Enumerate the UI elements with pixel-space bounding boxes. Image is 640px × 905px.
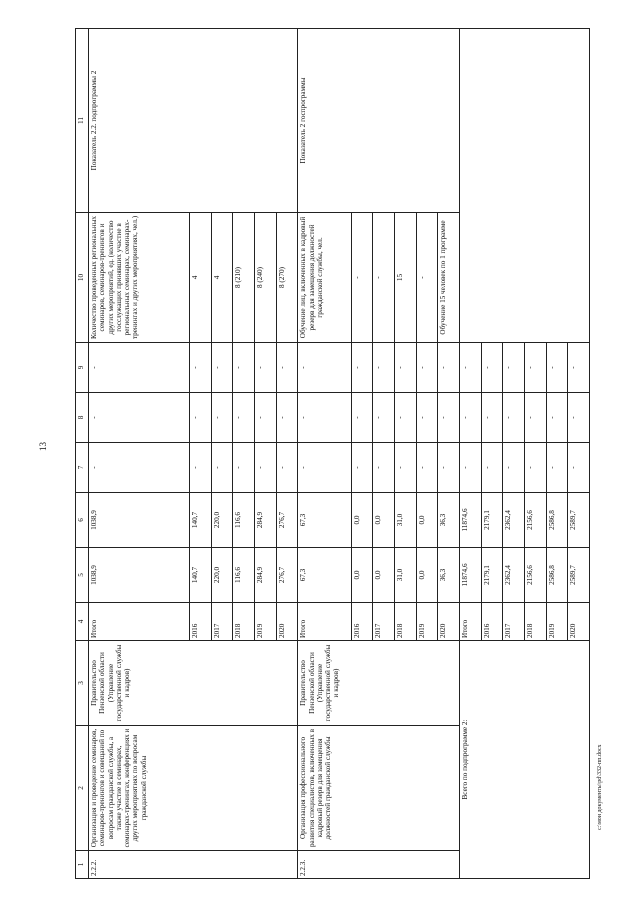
cell-value: 0,0: [416, 493, 438, 548]
year-cell: 2016: [190, 603, 212, 641]
cell-value: -: [481, 443, 503, 493]
cell-value: -: [568, 343, 590, 393]
cell-value: -: [395, 343, 417, 393]
cell-value: 31,0: [395, 548, 417, 603]
cell-value: 140,7: [190, 493, 212, 548]
cell-value: -: [89, 343, 190, 393]
cell-value: -: [89, 393, 190, 443]
footer-file-path: c:\мои документы\pd\332-пп.docx: [597, 744, 603, 830]
cell-value: 0,0: [351, 548, 373, 603]
column-number: 3: [76, 641, 89, 726]
page-number: 13: [38, 442, 48, 451]
indicator-value: -: [373, 213, 395, 343]
cell-value: 2362,4: [503, 548, 525, 603]
cell-value: -: [89, 443, 190, 493]
cell-value: 276,7: [276, 493, 298, 548]
cell-value: 220,0: [211, 493, 233, 548]
year-cell: 2018: [524, 603, 546, 641]
cell-value: 220,0: [211, 548, 233, 603]
table-row: [459, 29, 481, 879]
column-number: 2: [76, 726, 89, 851]
column-number: 1: [76, 851, 89, 879]
column-number: 11: [76, 29, 89, 213]
year-cell: 2017: [503, 603, 525, 641]
cell-value: -: [233, 443, 255, 493]
year-cell: 2019: [416, 603, 438, 641]
column-number: 5: [76, 548, 89, 603]
table-row: [298, 29, 351, 879]
cell-value: -: [568, 393, 590, 443]
cell-value: -: [503, 343, 525, 393]
indicator-value: 4: [190, 213, 212, 343]
cell-value: 2179,1: [481, 548, 503, 603]
cell-value: 2362,4: [503, 493, 525, 548]
cell-value: 2589,7: [568, 548, 590, 603]
cell-value: -: [351, 343, 373, 393]
target-indicator: Показатель 2.2. подпрограммы 2: [89, 29, 298, 213]
cell-value: 11874,6: [459, 493, 481, 548]
cell-value: -: [298, 343, 351, 393]
cell-value: -: [298, 443, 351, 493]
cell-value: 2179,1: [481, 493, 503, 548]
activity-name: Организация профессионального развития специалистов, включенных в кадровый резерв для замещения должностей гражданской службы: [298, 726, 460, 851]
cell-value: -: [276, 343, 298, 393]
cell-value: -: [351, 393, 373, 443]
cell-value: 2586,8: [546, 548, 568, 603]
cell-value: -: [459, 443, 481, 493]
column-number: 4: [76, 603, 89, 641]
cell-value: 0,0: [416, 548, 438, 603]
column-number: 7: [76, 443, 89, 493]
row-number: 2.2.2.: [89, 851, 298, 879]
cell-value: -: [395, 443, 417, 493]
indicator-value: Обучение 15 человек по 1 программе: [438, 213, 460, 343]
cell-value: -: [546, 393, 568, 443]
cell-value: -: [373, 393, 395, 443]
cell-value: -: [481, 343, 503, 393]
total-label: Итого: [89, 603, 190, 641]
cell-value: -: [373, 343, 395, 393]
cell-value: -: [255, 443, 277, 493]
year-cell: 2020: [438, 603, 460, 641]
executor: Правительство Пензенской области (Управление государственной службы и кадров): [298, 641, 460, 726]
cell-value: -: [438, 393, 460, 443]
cell-value: -: [524, 443, 546, 493]
total-label: Итого: [298, 603, 351, 641]
executor: Правительство Пензенской области (Управление государственной службы и кадров): [89, 641, 298, 726]
cell-value: -: [211, 343, 233, 393]
cell-value: -: [416, 343, 438, 393]
cell-value: 67,3: [298, 493, 351, 548]
cell-value: -: [255, 393, 277, 443]
year-cell: 2017: [211, 603, 233, 641]
cell-value: 67,3: [298, 548, 351, 603]
cell-value: -: [568, 443, 590, 493]
cell-value: -: [503, 393, 525, 443]
year-cell: 2020: [568, 603, 590, 641]
cell-value: 11874,6: [459, 548, 481, 603]
year-cell: 2019: [546, 603, 568, 641]
cell-value: -: [395, 393, 417, 443]
column-number: 6: [76, 493, 89, 548]
cell-value: -: [416, 393, 438, 443]
cell-value: -: [438, 343, 460, 393]
cell-value: -: [481, 393, 503, 443]
indicator-value: 15: [395, 213, 417, 343]
column-number: 8: [76, 393, 89, 443]
year-cell: 2018: [233, 603, 255, 641]
cell-value: -: [211, 443, 233, 493]
indicator-text: Количество проведенных региональных семинаров, семинаров-тренингов и других мероприятий, ед. (количество госслужащих принявших участие в региональных семинарах, семинарах-тренингах и других мероприятиях, чел.): [89, 213, 190, 343]
cell-value: -: [546, 343, 568, 393]
cell-value: 2589,7: [568, 493, 590, 548]
cell-value: -: [276, 393, 298, 443]
cell-value: 284,9: [255, 548, 277, 603]
cell-value: -: [373, 443, 395, 493]
indicator-text: Обучение лиц, включенных в кадровый резерв для замещения должностей гражданской службы, чел.: [298, 213, 351, 343]
cell-value: -: [459, 343, 481, 393]
year-cell: 2016: [351, 603, 373, 641]
cell-value: -: [438, 443, 460, 493]
cell-value: 2156,6: [524, 548, 546, 603]
cell-value: -: [255, 343, 277, 393]
cell-value: 1038,9: [89, 548, 190, 603]
target-indicator: Показатель 2 госпрограммы: [298, 29, 460, 213]
cell-value: 116,6: [233, 493, 255, 548]
rotated-table-wrapper: [75, 29, 590, 879]
cell-value: 31,0: [395, 493, 417, 548]
cell-value: -: [524, 393, 546, 443]
summary-label: Всего по подпрограмме 2:: [459, 641, 589, 879]
cell-value: 0,0: [373, 548, 395, 603]
cell-value: 36,3: [438, 493, 460, 548]
cell-value: 140,7: [190, 548, 212, 603]
total-label: Итого: [459, 603, 481, 641]
cell-value: -: [351, 443, 373, 493]
cell-value: -: [459, 393, 481, 443]
year-cell: 2020: [276, 603, 298, 641]
cell-value: 0,0: [351, 493, 373, 548]
year-cell: 2017: [373, 603, 395, 641]
column-number: 9: [76, 343, 89, 393]
indicator-value: 8 (270): [276, 213, 298, 343]
cell-value: -: [546, 443, 568, 493]
year-cell: 2016: [481, 603, 503, 641]
cell-value: -: [276, 443, 298, 493]
indicator-value: -: [416, 213, 438, 343]
indicator-value: 8 (210): [233, 213, 255, 343]
column-number-row: [76, 29, 89, 879]
cell-value: -: [233, 393, 255, 443]
cell-value: 1038,9: [89, 493, 190, 548]
cell-value: 2156,6: [524, 493, 546, 548]
cell-value: -: [298, 393, 351, 443]
year-cell: 2019: [255, 603, 277, 641]
program-table: [75, 28, 590, 879]
cell-value: -: [211, 393, 233, 443]
cell-value: -: [190, 393, 212, 443]
empty-cell: [459, 29, 589, 343]
cell-value: -: [190, 343, 212, 393]
cell-value: -: [233, 343, 255, 393]
year-cell: 2018: [395, 603, 417, 641]
cell-value: -: [524, 343, 546, 393]
cell-value: 284,9: [255, 493, 277, 548]
cell-value: 276,7: [276, 548, 298, 603]
cell-value: 116,6: [233, 548, 255, 603]
indicator-value: 4: [211, 213, 233, 343]
column-number: 10: [76, 213, 89, 343]
cell-value: 0,0: [373, 493, 395, 548]
cell-value: -: [503, 443, 525, 493]
cell-value: -: [190, 443, 212, 493]
indicator-value: -: [351, 213, 373, 343]
cell-value: 2586,8: [546, 493, 568, 548]
cell-value: -: [416, 443, 438, 493]
activity-name: Организация и проведение семинаров, семинаров-тренингов и совещаний по вопросам гражданской службы, а также участие в семинарах, семинарах-тренингах, конференциях и других мероприятиях по вопросам гражданской службы: [89, 726, 298, 851]
indicator-value: 8 (240): [255, 213, 277, 343]
table-row: [89, 29, 190, 879]
cell-value: 36,3: [438, 548, 460, 603]
row-number: 2.2.3.: [298, 851, 460, 879]
